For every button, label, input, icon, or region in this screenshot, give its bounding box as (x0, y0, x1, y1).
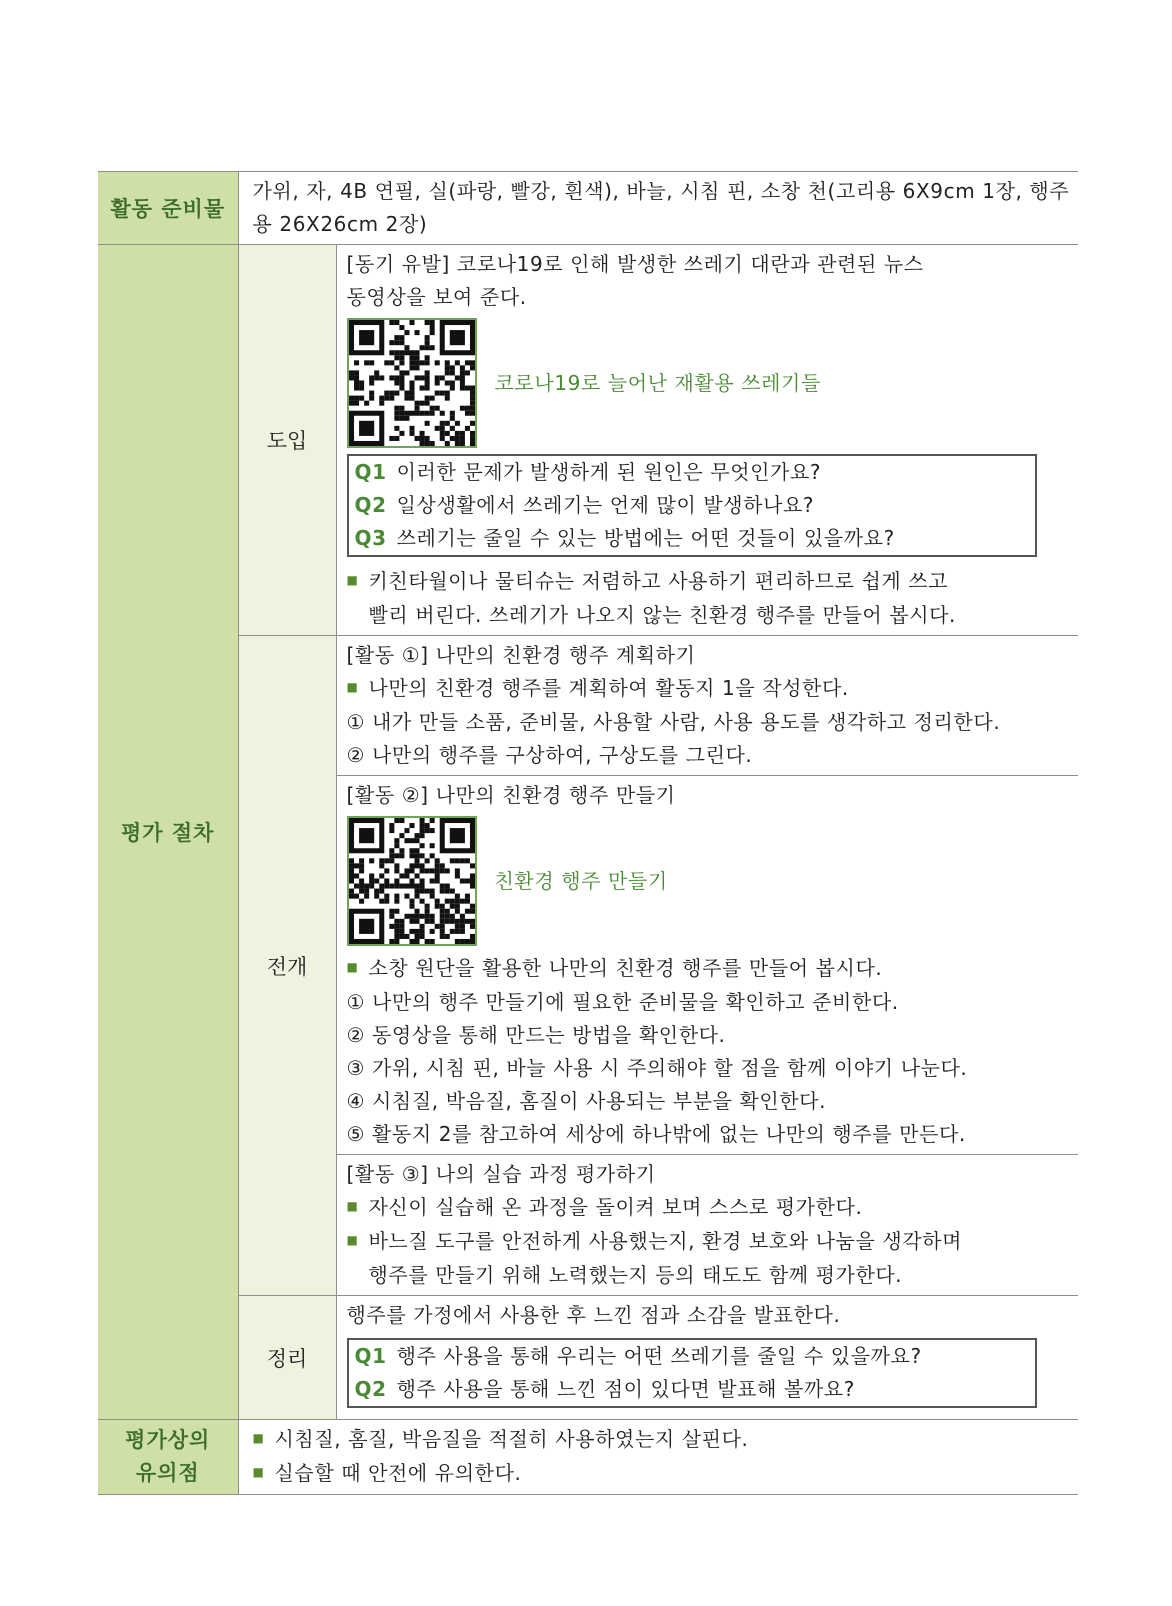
question-item (355, 1373, 1035, 1406)
square-bullet-icon: ■ (346, 1199, 359, 1213)
cautions-header-line: 평가상의 (125, 1428, 211, 1452)
motivation-line: 동영상을 보여 준다. (346, 285, 527, 309)
question-item (355, 456, 1035, 489)
prep-row (98, 172, 1078, 245)
act3-bullet-text: 자신이 실습해 온 과정을 돌이켜 보며 스스로 평가한다. (368, 1195, 863, 1219)
act2-step: ③ 가위, 시침 핀, 바늘 사용 시 주의해야 할 점을 함께 이야기 나눈다. (346, 1056, 968, 1080)
question-text: 행주 사용을 통해 느낀 점이 있다면 발표해 볼까요? (396, 1377, 855, 1401)
question-number: Q2 (354, 493, 387, 517)
wrapup-row (98, 1296, 1078, 1420)
act3-bullet (347, 1225, 1071, 1259)
act1-bullet-text: 나만의 친환경 행주를 계획하여 활동지 1을 작성한다. (368, 676, 849, 700)
square-bullet-icon: ■ (346, 960, 359, 974)
act2-title: [활동 ②] 나만의 친환경 행주 만들기 (346, 783, 676, 807)
qr-label-news: 코로나19로 늘어난 재활용 쓰레기들 (494, 370, 821, 395)
cautions-header-line: 유의점 (135, 1461, 200, 1485)
square-bullet-icon: ■ (346, 573, 359, 587)
square-bullet-icon: ■ (346, 680, 359, 694)
question-text: 이러한 문제가 발생하게 된 원인은 무엇인가요? (396, 460, 822, 484)
lesson-plan-table (98, 171, 1078, 1495)
question-number: Q1 (354, 1344, 387, 1368)
intro-note-text: 키친타월이나 물티슈는 저렴하고 사용하기 편리하므로 쉽게 쓰고 (368, 569, 949, 593)
act2-bullet-text: 소창 원단을 활용한 나만의 친환경 행주를 만들어 봅시다. (368, 956, 883, 980)
qr-row-making (347, 816, 1071, 946)
stage-develop: 전개 (238, 636, 336, 1296)
cautions-body (238, 1420, 1078, 1495)
motivation-line: [동기 유발] 코로나19로 인해 발생한 쓰레기 대란과 관련된 뉴스 (346, 252, 924, 276)
question-item (355, 522, 1035, 555)
act1-step: ② 나만의 행주를 구상하여, 구상도를 그린다. (346, 743, 753, 767)
cautions-header (98, 1420, 238, 1495)
qr-code-icon[interactable] (347, 318, 477, 448)
question-number: Q3 (354, 526, 387, 550)
act2-step: ① 나만의 행주 만들기에 필요한 준비물을 확인하고 준비한다. (346, 990, 899, 1014)
wrapup-body (336, 1296, 1078, 1420)
caution-text: 실습할 때 안전에 유의한다. (274, 1461, 522, 1485)
intro-row (98, 245, 1078, 636)
question-number: Q2 (354, 1377, 387, 1401)
qr-label-making: 친환경 행주 만들기 (494, 868, 668, 893)
act1-title: [활동 ①] 나만의 친환경 행주 계획하기 (346, 643, 696, 667)
procedure-header: 평가 절차 (98, 245, 238, 1420)
caution-item (253, 1457, 1071, 1491)
act1-body (336, 636, 1078, 776)
qr-code-icon[interactable] (347, 816, 477, 946)
stage-wrapup: 정리 (238, 1296, 336, 1420)
stage-intro: 도입 (238, 245, 336, 636)
prep-text: 가위, 자, 4B 연필, 실(파랑, 빨강, 흰색), 바늘, 시침 핀, 소창 천(고리용 6X9cm 1장, 행주용 26X26cm 2장) (238, 172, 1078, 245)
question-text: 행주 사용을 통해 우리는 어떤 쓰레기를 줄일 수 있을까요? (396, 1344, 922, 1368)
act3-bullet-cont: 행주를 만들기 위해 노력했는지 등의 태도도 함께 평가한다. (368, 1263, 903, 1287)
question-item (355, 489, 1035, 522)
question-text: 일상생활에서 쓰레기는 언제 많이 발생하나요? (396, 493, 815, 517)
act1-bullet (347, 672, 1071, 706)
intro-note-cont: 빨리 버린다. 쓰레기가 나오지 않는 친환경 행주를 만들어 봅시다. (368, 603, 956, 627)
question-text: 쓰레기는 줄일 수 있는 방법에는 어떤 것들이 있을까요? (396, 526, 895, 550)
question-box-intro (347, 454, 1037, 557)
question-number: Q1 (354, 460, 387, 484)
caution-text: 시침질, 홈질, 박음질을 적절히 사용하였는지 살핀다. (274, 1427, 749, 1451)
act2-step: ④ 시침질, 박음질, 홈질이 사용되는 부분을 확인한다. (346, 1089, 827, 1113)
question-item (355, 1340, 1035, 1373)
act3-bullet (347, 1191, 1071, 1225)
act2-step: ⑤ 활동지 2를 참고하여 세상에 하나밖에 없는 나만의 행주를 만든다. (346, 1122, 966, 1146)
lesson-plan-sheet (98, 171, 1078, 1495)
qr-row-news (347, 318, 1071, 448)
act3-body (336, 1155, 1078, 1296)
square-bullet-icon: ■ (252, 1431, 265, 1445)
act2-step: ② 동영상을 통해 만드는 방법을 확인한다. (346, 1023, 726, 1047)
intro-body (336, 245, 1078, 636)
wrapup-text: 행주를 가정에서 사용한 후 느낀 점과 소감을 발표한다. (346, 1303, 841, 1327)
square-bullet-icon: ■ (346, 1233, 359, 1247)
caution-item (253, 1423, 1071, 1457)
develop-act1-row (98, 636, 1078, 776)
act2-bullet (347, 952, 1071, 986)
act2-body (336, 776, 1078, 1155)
act3-title: [활동 ③] 나의 실습 과정 평가하기 (346, 1162, 656, 1186)
intro-note (347, 565, 1071, 599)
cautions-row (98, 1420, 1078, 1495)
act3-bullet-text: 바느질 도구를 안전하게 사용했는지, 환경 보호와 나눔을 생각하며 (368, 1229, 962, 1253)
square-bullet-icon: ■ (252, 1465, 265, 1479)
prep-header: 활동 준비물 (98, 172, 238, 245)
question-box-wrapup (347, 1338, 1037, 1408)
act1-step: ① 내가 만들 소품, 준비물, 사용할 사람, 사용 용도를 생각하고 정리한다. (346, 710, 1001, 734)
